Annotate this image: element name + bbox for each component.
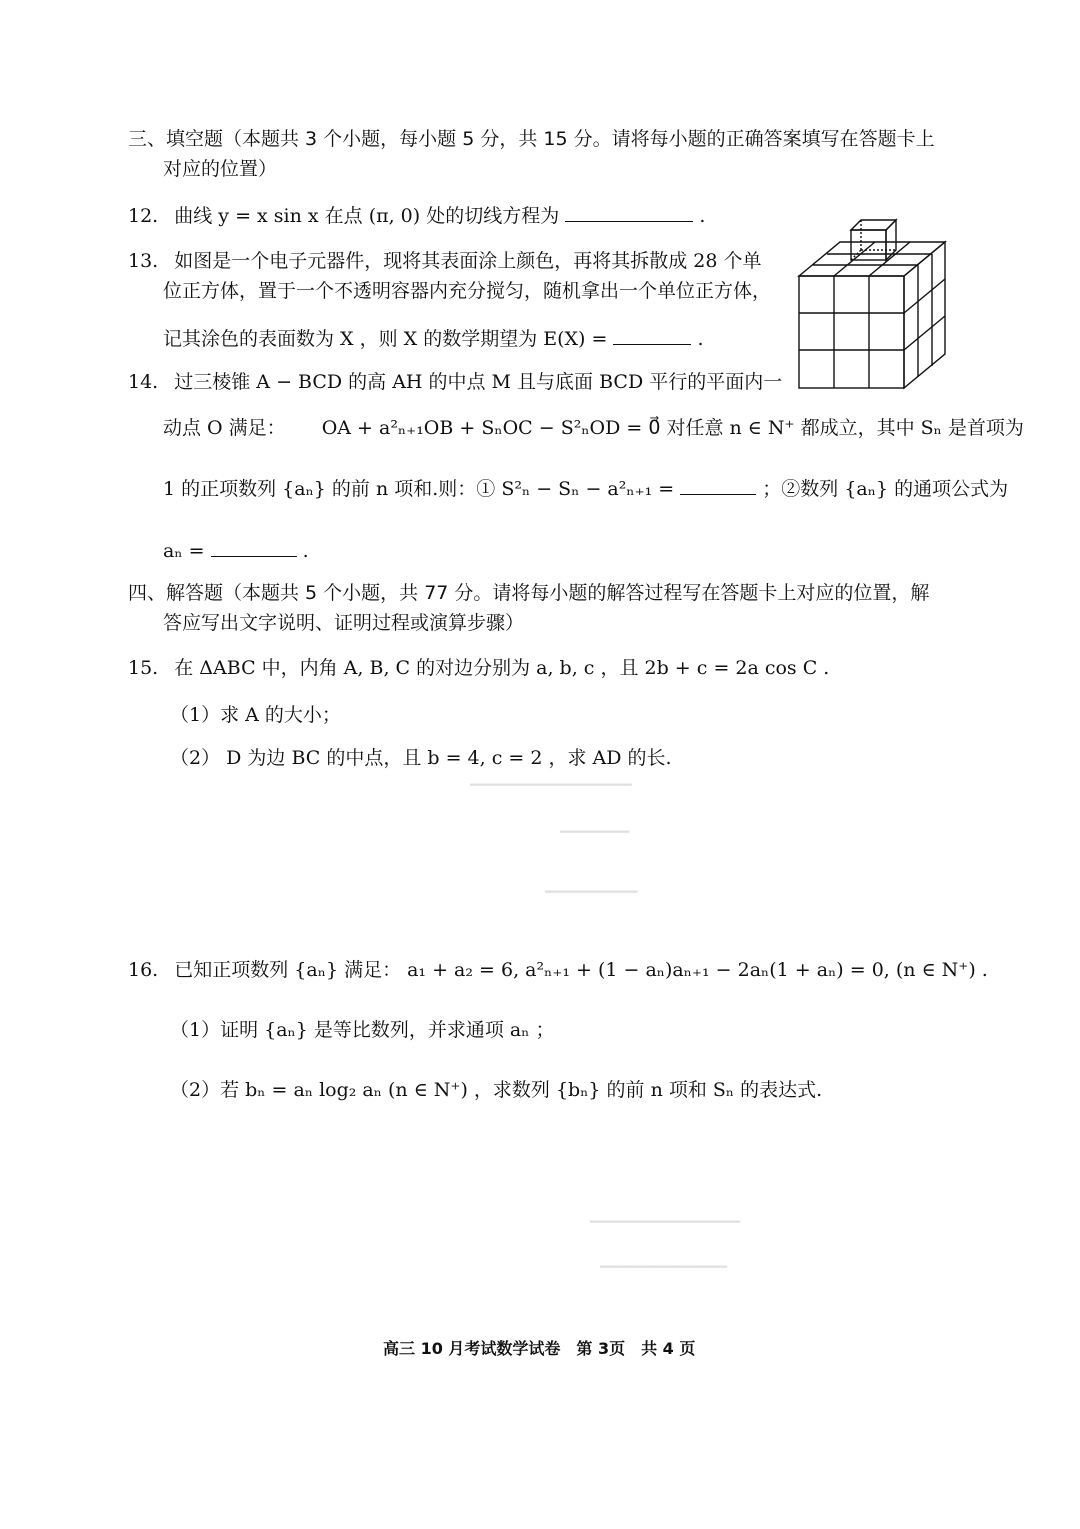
section3-title-line1: 三、填空题（本题共 3 个小题，每小题 5 分，共 15 分。请将每小题的正确答案填写在答题卡上 [128, 128, 935, 150]
q12-answer-blank [565, 201, 693, 222]
bleed-through-text: ▁▁▁▁▁▁▁▁▁▁▁ [600, 1250, 727, 1268]
bleed-through-text: ▁▁▁▁▁▁▁▁▁▁▁▁▁ [590, 1205, 740, 1223]
q15-part1: （1）求 A 的大小； [170, 704, 341, 726]
q14-line2 [163, 416, 1024, 440]
q14-line3-text: 1 的正项数列 {aₙ} 的前 n 项和.则：① S²ₙ − Sₙ − a²ₙ₊₁ = [163, 478, 675, 500]
q13-line2: 位正方体，置于一个不透明容器内充分搅匀，随机拿出一个单位正方体， [163, 280, 772, 302]
q15-number: 15. [128, 657, 159, 679]
q14-answer-blank-1 [680, 474, 756, 495]
q14-line1 [128, 370, 782, 394]
q14-number: 14. [128, 371, 159, 393]
q12-number: 12. [128, 205, 159, 227]
q15-part2: （2） D 为边 BC 的中点，且 b = 4, c = 2 ，求 AD 的长. [170, 747, 672, 769]
section4-title-line1: 四、解答题（本题共 5 个小题，共 77 分。请将每小题的解答过程写在答题卡上对应的位置，解 [128, 582, 930, 604]
q13-end: . [697, 328, 704, 350]
q14-vector-formula: OA + a²ₙ₊₁OB + SₙOC − S²ₙOD = 0⃗ 对任意 n ∈ N⁺ 都成立，其中 Sₙ 是首项为 [321, 417, 1024, 439]
q12-text: 曲线 y = x sin x 在点 (π, 0) 处的切线方程为 [174, 205, 560, 227]
q13-line1 [128, 249, 762, 273]
q13-number: 13. [128, 250, 159, 272]
q16-number: 16. [128, 959, 159, 981]
q16-part1: （1）证明 {aₙ} 是等比数列，并求通项 aₙ ； [170, 1019, 555, 1041]
q14-line3 [163, 474, 1008, 501]
q14-line4 [163, 536, 309, 563]
q14-line2-intro: 动点 O 满足： [163, 417, 286, 439]
q15-stem [128, 656, 829, 680]
q14-end: . [302, 540, 309, 562]
q13-line3-text: 记其涂色的表面数为 X ，则 X 的数学期望为 E(X) = [163, 328, 608, 350]
q14-answer-blank-2 [211, 536, 297, 557]
section4-title-line2: 答应写出文字说明、证明过程或演算步骤） [163, 612, 525, 634]
q13-line1-text: 如图是一个电子元器件，现将其表面涂上颜色，再将其拆散成 28 个单 [174, 250, 762, 272]
q12-end: . [699, 205, 706, 227]
section3-title-line2: 对应的位置） [163, 158, 278, 180]
page-footer: 高三 10 月考试数学试卷 第 3页 共 4 页 [383, 1339, 696, 1358]
q16-stem-text: 已知正项数列 {aₙ} 满足： a₁ + a₂ = 6, a²ₙ₊₁ + (1 − aₙ)aₙ₊₁ − 2aₙ(1 + aₙ) = 0, (n ∈ N⁺) . [174, 959, 988, 981]
q14-an-label: aₙ = [163, 540, 205, 562]
q13-line3 [163, 324, 704, 351]
q14-line1-text: 过三棱锥 A − BCD 的高 AH 的中点 M 且与底面 BCD 平行的平面内一 [174, 371, 783, 393]
q15-stem-text: 在 ΔABC 中，内角 A, B, C 的对边分别为 a, b, c ，且 2b + c = 2a cos C . [174, 657, 830, 679]
q13-answer-blank [613, 324, 691, 345]
question-12 [128, 201, 705, 228]
q16-part2: （2）若 bₙ = aₙ log₂ aₙ (n ∈ N⁺) ，求数列 {bₙ} 的前 n 项和 Sₙ 的表达式. [170, 1079, 823, 1101]
bleed-through-text: ▁▁▁▁▁▁▁▁ [545, 875, 638, 893]
q16-stem [128, 958, 988, 982]
cube-stack-figure [795, 214, 957, 394]
q14-line3-text-b: ；②数列 {aₙ} 的通项公式为 [762, 478, 1009, 500]
bleed-through-text: ▁▁▁▁▁▁▁▁▁▁▁▁▁▁ [470, 768, 632, 786]
bleed-through-text: ▁▁▁▁▁▁ [560, 815, 630, 833]
